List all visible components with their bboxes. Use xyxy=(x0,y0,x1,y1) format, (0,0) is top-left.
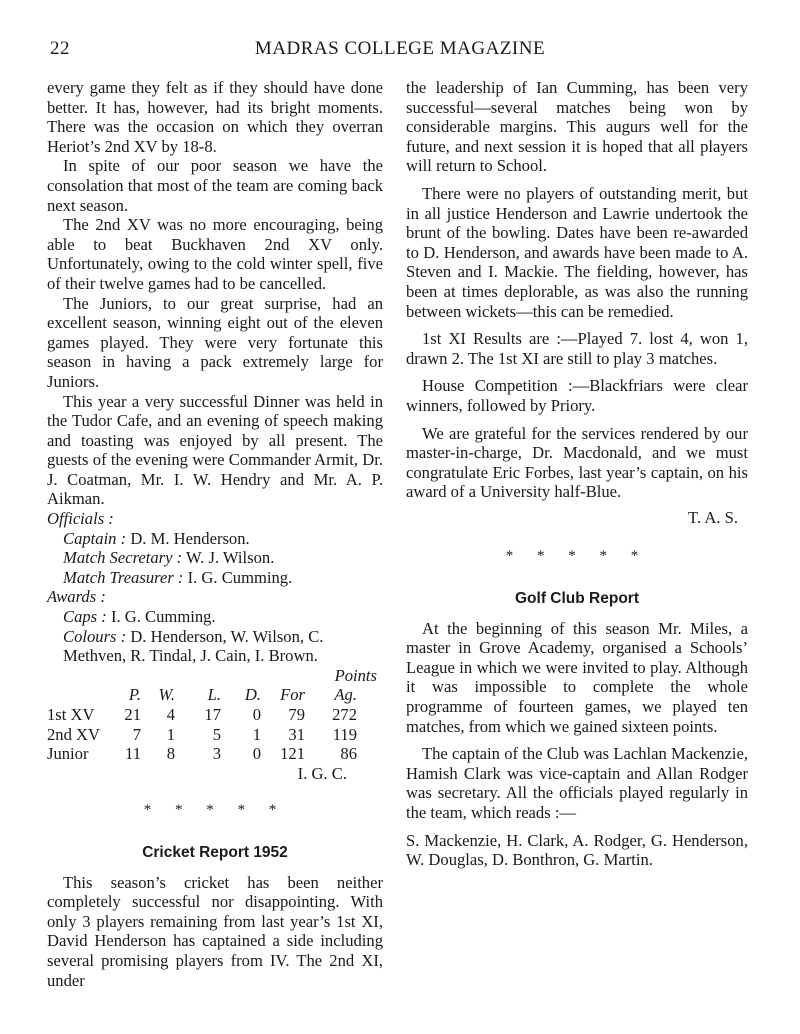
col-header-drawn: D. xyxy=(244,685,261,705)
table-row xyxy=(47,705,357,725)
won-cell: 8 xyxy=(166,744,175,764)
officials-captain xyxy=(47,529,383,549)
left-column xyxy=(47,78,383,990)
section-divider: * * * * * xyxy=(505,548,649,565)
right-column xyxy=(406,78,748,870)
rugby-paragraph-2: In spite of our poor season we have the consolation that most of the team are coming back next season. xyxy=(47,156,383,215)
officials-secretary xyxy=(47,548,383,568)
captain-label: Captain : xyxy=(63,528,127,548)
cricket-paragraph-1: This season’s cricket has been neither completely successful nor disappointing. With only 3 players remaining from last year’s 1st XI, David Henderson has captained a side including several promising players from IV. The 2nd XI, under xyxy=(47,872,383,990)
team-cell: 1st XV xyxy=(47,705,95,724)
table-row xyxy=(47,725,357,745)
awards-caps xyxy=(47,607,383,627)
lost-cell: 17 xyxy=(204,705,221,724)
col-header-lost: L. xyxy=(207,685,221,705)
results-header-row xyxy=(47,685,357,705)
lost-cell: 3 xyxy=(212,744,221,764)
treasurer-value: I. G. Cumming. xyxy=(187,567,293,587)
captain-value: D. M. Henderson. xyxy=(130,528,250,548)
cricket-paragraph-2: the leadership of Ian Cumming, has been very successful—several matches being won by considerable margins. This augurs well for the future, and next session it is hoped that all players will return to School. xyxy=(406,78,748,176)
drawn-cell: 0 xyxy=(252,705,261,724)
secretary-label: Match Secretary : xyxy=(63,548,183,568)
rugby-paragraph-4: The Juniors, to our great surprise, had an excellent season, winning eight out of the eleven games played. They were very fortunate this season in having a pack extremely large for Juniors. xyxy=(47,293,383,391)
rugby-signature: I. G. C. xyxy=(297,763,347,783)
page-header xyxy=(50,38,750,64)
drawn-cell: 0 xyxy=(252,744,261,764)
team-cell: 2nd XV xyxy=(47,724,101,744)
golf-paragraph-2: The captain of the Club was Lachlan Mackenzie, Hamish Clark was vice-captain and Allan Rodger was secretary. All the officials played regularly in the team, which reads :— xyxy=(406,744,748,822)
awards-heading: Awards : xyxy=(47,587,106,607)
officials-heading: Officials : xyxy=(47,509,114,529)
col-header-played: P. xyxy=(128,685,141,705)
cricket-thanks: We are grateful for the services rendered by our master-in-charge, Dr. Macdonald, and we must congratulate Eric Forbes, last year’s captain, on his award of a University half-Blue. xyxy=(406,423,748,502)
for-cell: 79 xyxy=(288,705,305,724)
played-cell: 7 xyxy=(132,724,141,744)
played-cell: 21 xyxy=(124,705,141,724)
against-cell: 86 xyxy=(340,744,357,764)
won-cell: 1 xyxy=(166,724,175,744)
colours-value: D. Henderson, W. Wilson, C. Methven, R. Tindal, J. Cain, I. Brown. xyxy=(63,626,324,666)
caps-label: Caps : xyxy=(63,607,107,627)
rugby-paragraph-5: This year a very successful Dinner was held in the Tudor Cafe, and an evening of speech making and toasting was enjoyed by all present. The guests of the evening were Commander Armit, Dr. J. Coatman, Mr. I. W. Hendry and Mr. A. P. Aikman. xyxy=(47,391,383,509)
drawn-cell: 1 xyxy=(252,724,261,744)
caps-value: I. G. Cumming. xyxy=(110,607,216,627)
secretary-value: W. J. Wilson. xyxy=(186,548,275,568)
rugby-paragraph-1: every game they felt as if they should have done better. It has, however, had its bright moments. There was the occasion on which they overran Heriot’s 2nd XV by 18-8. xyxy=(47,78,383,156)
house-competition: House Competition :—Blackfriars were clear winners, followed by Priory. xyxy=(406,376,748,415)
played-cell: 11 xyxy=(125,744,141,764)
cricket-signature: T. A. S. xyxy=(688,507,738,527)
cricket-report-title: Cricket Report 1952 xyxy=(142,843,288,861)
officials-treasurer xyxy=(47,568,383,588)
cricket-results: 1st XI Results are :—Played 7. lost 4, won 1, drawn 2. The 1st XI are still to play 3 matches. xyxy=(406,329,748,368)
for-cell: 31 xyxy=(288,724,305,744)
page-number: 22 xyxy=(50,38,70,59)
col-header-won: W. xyxy=(158,685,175,705)
section-divider: * * * * * xyxy=(143,802,287,819)
results-table xyxy=(47,685,357,763)
team-cell: Junior xyxy=(47,744,89,764)
colours-label: Colours : xyxy=(63,626,127,646)
col-header-against: Ag. xyxy=(334,685,357,705)
magazine-title: MADRAS COLLEGE MAGAZINE xyxy=(254,38,546,59)
golf-report-title: Golf Club Report xyxy=(515,590,639,608)
for-cell: 121 xyxy=(280,744,305,764)
lost-cell: 5 xyxy=(212,724,221,744)
awards-colours xyxy=(47,627,383,666)
rugby-paragraph-3: The 2nd XV was no more encouraging, being able to beat Buckhaven 2nd XV only. Unfortunately, owing to the cold winter spell, five of their twelve games had to be cancelled. xyxy=(47,215,383,293)
against-cell: 272 xyxy=(332,705,357,724)
cricket-paragraph-3: There were no players of outstanding merit, but in all justice Henderson and Lawrie undertook the brunt of the bowling. Dates have been re-awarded to D. Henderson, and awards have been made to A. Steven and I. Mackie. The fielding, however, has been at times deplorable, as was also the running between wickets—this can be remedied. xyxy=(406,183,748,321)
points-label: Points xyxy=(334,665,377,685)
col-header-for: For xyxy=(280,685,305,705)
golf-team-list: S. Mackenzie, H. Clark, A. Rodger, G. Henderson, W. Douglas, D. Bonthron, G. Martin. xyxy=(406,830,748,870)
treasurer-label: Match Treasurer : xyxy=(63,567,184,587)
table-row xyxy=(47,744,357,764)
won-cell: 4 xyxy=(166,705,175,724)
golf-paragraph-1: At the beginning of this season Mr. Miles, a master in Grove Academy, organised a Schools’ League in which we were invited to play. Although it was impossible to complete the whole programme of fourteen games, we played ten matches, from which we gained sixteen points. xyxy=(406,618,748,736)
against-cell: 119 xyxy=(332,724,357,744)
